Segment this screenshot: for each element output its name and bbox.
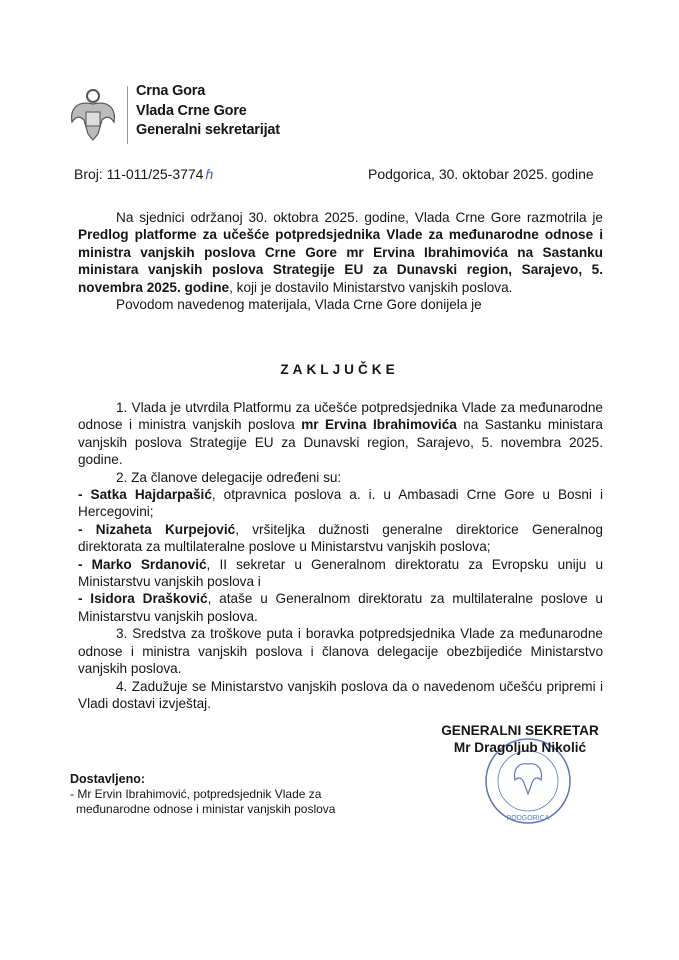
conclusion-4: 4. Zadužuje se Ministarstvo vanjskih poslova da o navedenom učešću pripremi i Vladi dostavi izvještaj. [78, 678, 603, 711]
handwritten-mark-icon: ɦ [205, 166, 214, 182]
conclusion-1: 1. Vlada je utvrdila Platformu za učešće potpredsjednika Vlade za međunarodne odnose i ministra vanjskih poslova mr Ervina Ibrahimovića na Sastanku ministara vanjskih poslova Strategije EU za Dunavski region, Sarajevo, 5. novembra 2025. godine. [78, 400, 603, 468]
government-name: Vlada Crne Gore [136, 102, 247, 119]
intro-decision: Povodom navedenog materijala, Vlada Crne Gore donijela je [116, 297, 482, 313]
conclusion-2: 2. Za članove delegacije određeni su: [116, 469, 342, 485]
section-title: ZAKLJUČKE [280, 362, 399, 377]
department-name: Generalni sekretarijat [136, 122, 280, 138]
svg-text:PODGORICA: PODGORICA [506, 815, 550, 822]
distribution-list [70, 772, 335, 817]
letterhead [136, 82, 280, 141]
signatory-name: Mr Dragoljub Nikolić [453, 740, 587, 755]
recipient-continued: međunarodne odnose i ministar vanjskih poslova [76, 802, 336, 816]
intro [78, 209, 603, 313]
signature-block [420, 722, 620, 756]
distribution-label: Dostavljeno: [70, 772, 146, 786]
header-divider [127, 86, 128, 144]
conclusion-3: 3. Sredstva za troškove puta i boravka potpredsjednika Vlade za međunarodne odnose i ministra vanjskih poslova i članova delegacije obezbijediće Ministarstvo vanjskih poslova. [78, 626, 603, 677]
delegate: - Isidora Drašković, ataše u Generalnom direktoratu za multilateralne poslove u Ministarstvu vanjskih poslova. [78, 591, 603, 624]
coat-of-arms-icon [66, 86, 120, 144]
intro-paragraph: Na sjednici održanoj 30. oktobra 2025. godine, Vlada Crne Gore razmotrila je Predlog platforme za učešće potpredsjednika Vlade za međunarodne odnose i ministra vanjskih poslova Crne Gore mr Ervina Ibrahimovića na Sastanku ministara vanjskih poslova Strategije EU za Dunavski region, Sarajevo, 5. novembra 2025. godine, koji je dostavilo Ministarstvo vanjskih poslova. [78, 210, 603, 295]
recipient: - Mr Ervin Ibrahimović, potpredsjednik Vlade za [70, 787, 322, 801]
place-date: Podgorica, 30. oktobar 2025. godine [368, 166, 594, 182]
delegate: - Nizaheta Kurpejović, vršiteljka dužnosti generalne direktorice Generalnog direktorata za multilateralne poslove u Ministarstvu vanjskih poslova; [78, 521, 603, 555]
delegate: - Satka Hajdarpašić, otpravnica poslova a. i. u Ambasadi Crne Gore u Bosni i Hercegovini; [78, 487, 603, 520]
country-name: Crna Gora [136, 83, 206, 99]
signatory-title: GENERALNI SEKRETAR [441, 723, 599, 738]
conclusions [78, 399, 603, 712]
reference-number: Broj: 11-011/25-3774 ɦ [74, 166, 214, 182]
delegate: - Marko Srdanović, II sekretar u Generalnom direktoratu za Evropsku uniju u Ministarstvu vanjskih poslova i [78, 556, 603, 590]
